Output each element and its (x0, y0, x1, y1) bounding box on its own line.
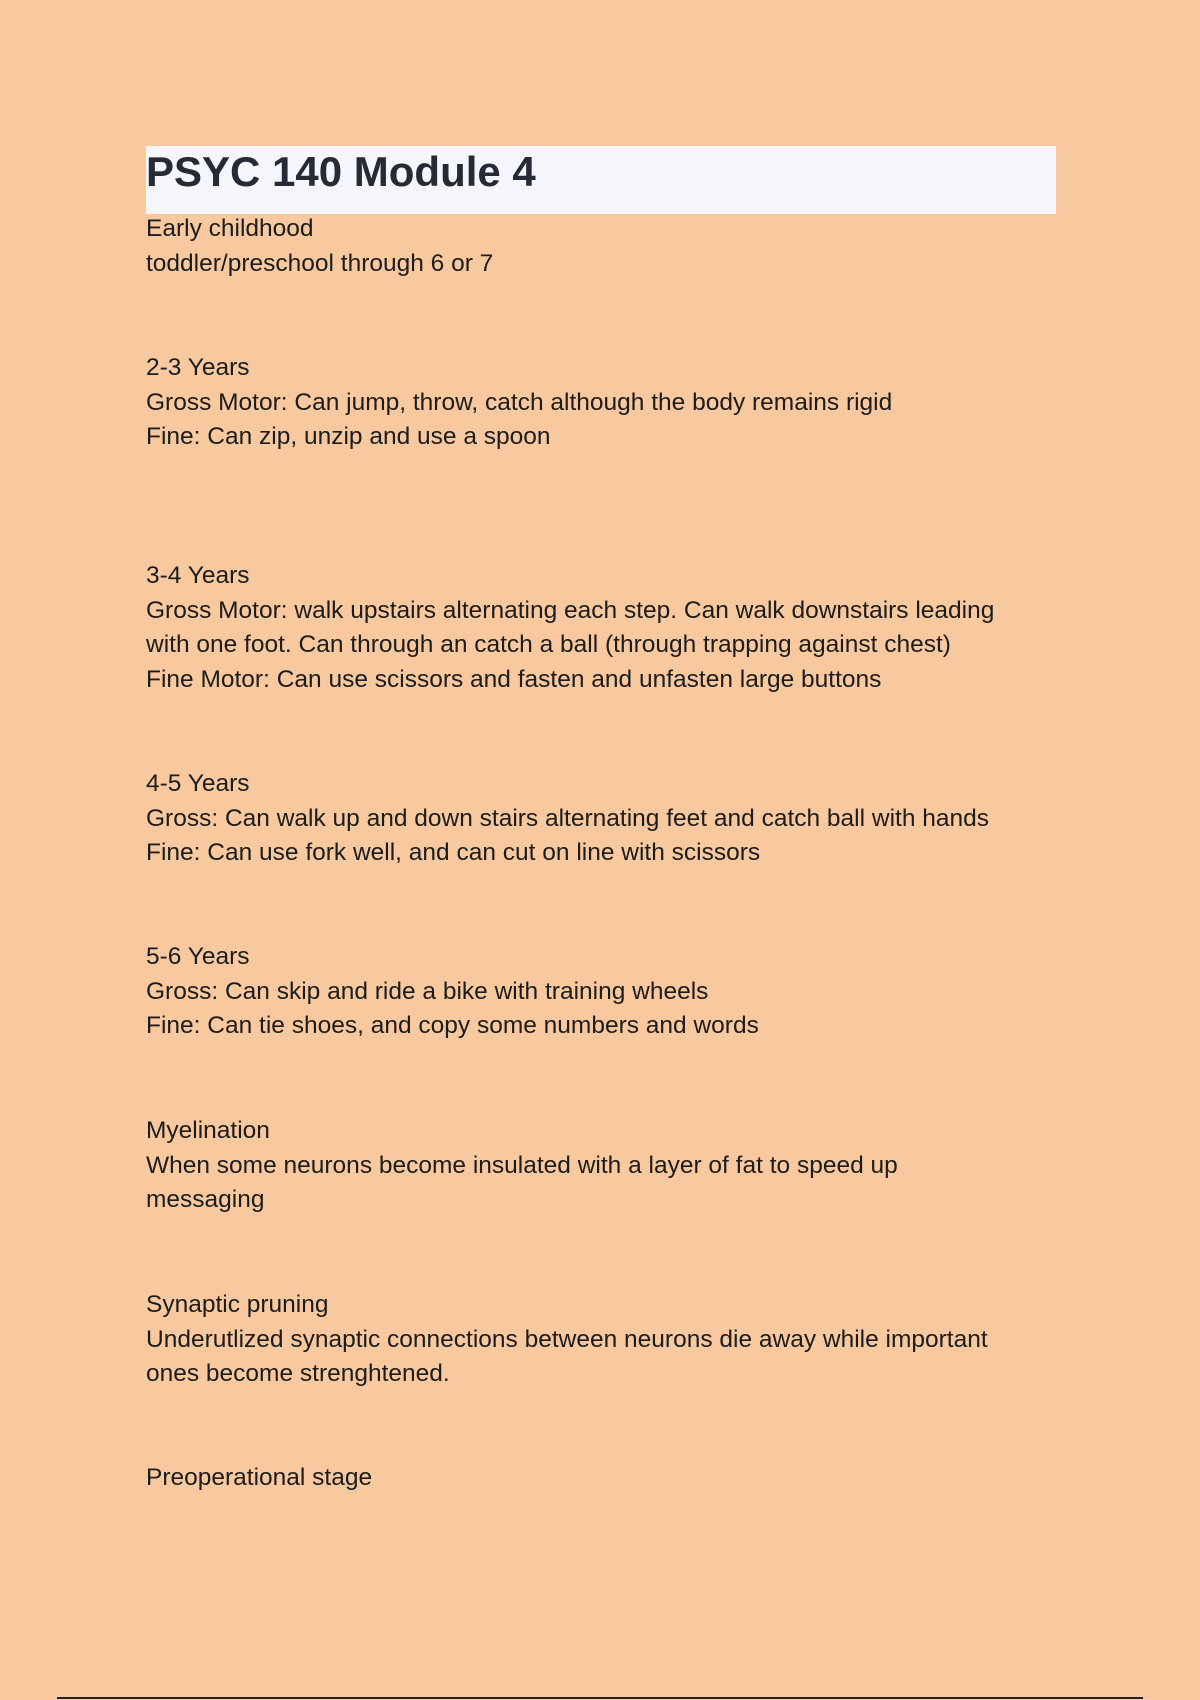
section-heading: Myelination (146, 1117, 270, 1144)
section-line: When some neurons become insulated with a layer of fat to speed up (146, 1151, 898, 1179)
section-2-3-years (146, 351, 1076, 455)
section-heading: Early childhood (146, 215, 314, 242)
section-line: Gross: Can skip and ride a bike with training wheels (146, 977, 709, 1005)
section-line: Underutlized synaptic connections between neurons die away while important (146, 1325, 988, 1353)
section-myelination (146, 1114, 1076, 1218)
section-heading: 2-3 Years (146, 354, 250, 381)
page-title: PSYC 140 Module 4 (146, 148, 536, 195)
section-heading: 5-6 Years (146, 943, 250, 970)
section-line: ones become strenghtened. (146, 1360, 450, 1387)
section-5-6-years (146, 940, 1076, 1044)
section-preoperational-stage (146, 1461, 1076, 1496)
footer-divider (57, 1697, 1143, 1699)
section-line: Fine: Can zip, unzip and use a spoon (146, 423, 551, 450)
section-line: Gross: Can walk up and down stairs alternating feet and catch ball with hands (146, 804, 990, 832)
section-heading: 4-5 Years (146, 770, 250, 797)
section-heading: Synaptic pruning (146, 1291, 329, 1318)
section-line: messaging (146, 1186, 265, 1213)
section-heading: 3-4 Years (146, 562, 250, 589)
section-synaptic-pruning (146, 1288, 1076, 1392)
section-3-4-years (146, 559, 1076, 697)
section-line: Fine Motor: Can use scissors and fasten and unfasten large buttons (146, 665, 882, 693)
section-early-childhood (146, 212, 1076, 281)
section-line: toddler/preschool through 6 or 7 (146, 249, 494, 277)
section-line: Gross Motor: Can jump, throw, catch although the body remains rigid (146, 388, 893, 416)
section-line: Fine: Can tie shoes, and copy some numbers and words (146, 1012, 759, 1039)
section-heading: Preoperational stage (146, 1464, 373, 1491)
section-line: Fine: Can use fork well, and can cut on line with scissors (146, 839, 761, 866)
section-4-5-years (146, 767, 1076, 871)
title-highlight (146, 146, 1056, 214)
section-line: Gross Motor: walk upstairs alternating each step. Can walk downstairs leading (146, 596, 995, 624)
section-line: with one foot. Can through an catch a ball (through trapping against chest) (146, 631, 951, 658)
